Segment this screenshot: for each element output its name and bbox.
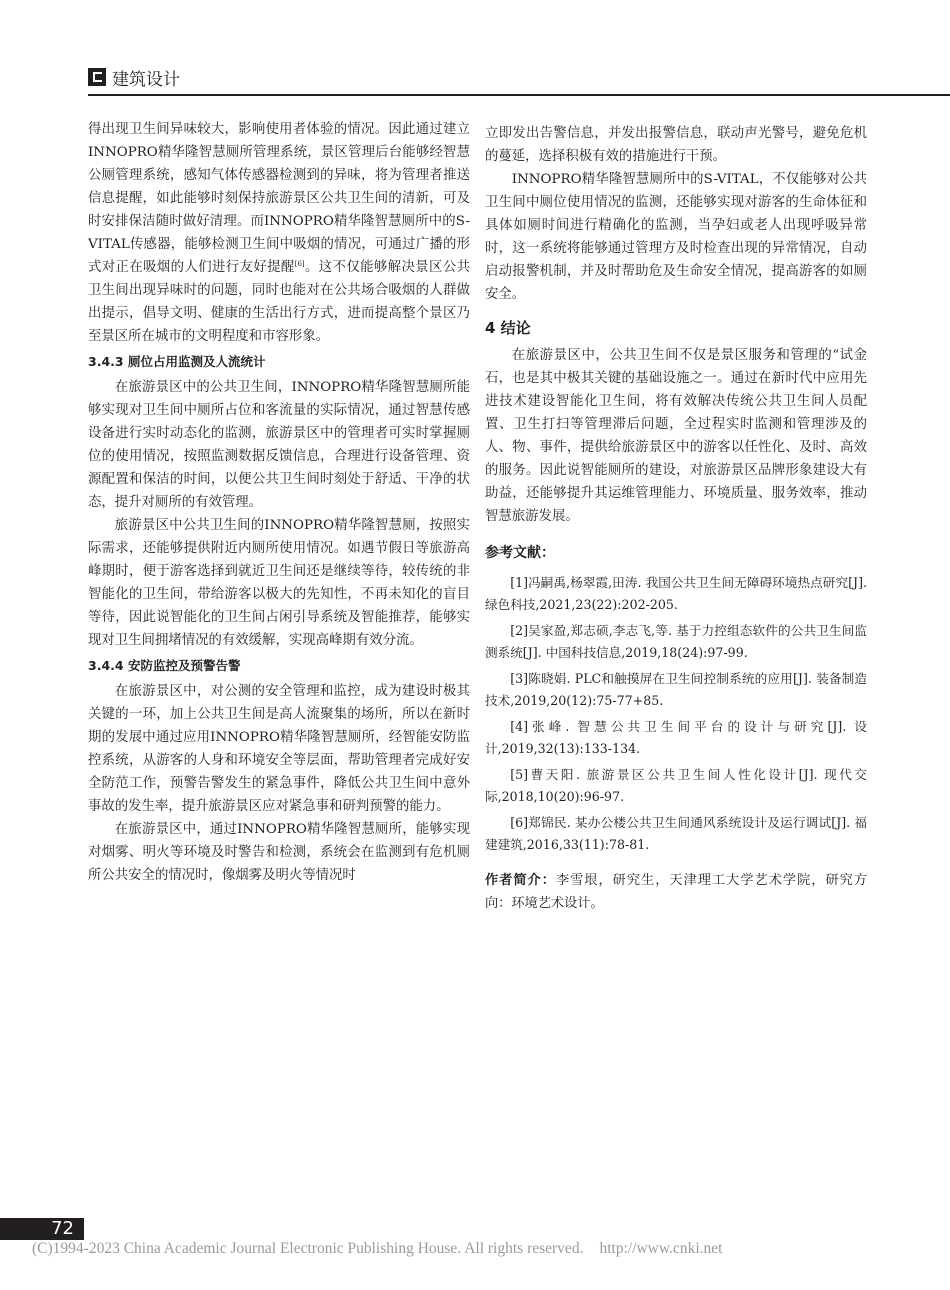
paragraph: 旅游景区中公共卫生间的INNOPRO精华隆智慧厕，按照实际需求，还能够提供附近内厕所使用情况。如遇节假日等旅游高峰期时，便于游客选择到就近卫生间还是继续等待，较传统的非智能化的卫生间，带给游客以极大的先知性，不再未知化的盲目等待，因此说智能化的卫生间占闲引导系统及智能推荐，能够实现对卫生间拥堵情况的有效缓解，实现高峰期有效分流。 bbox=[88, 518, 470, 648]
journal-logo-icon bbox=[88, 68, 106, 86]
paragraph: 在旅游景区中，对公测的安全管理和监控，成为建设时极其关键的一环，加上公共卫生间是高人流聚集的场所，所以在新时期的发展中通过应用INNOPRO精华隆智慧厕所，经智能安防监控系统，从游客的人身和环境安全等层面，帮助管理者完成好安全防范工作，预警告警发生的紧急事件，降低公共卫生间中意外事故的发生率，提升旅游景区应对紧急事和研判预警的能力。 bbox=[88, 684, 470, 814]
paragraph: 在旅游景区中的公共卫生间，INNOPRO精华隆智慧厕所能够实现对卫生间中厕所占位和客流量的实际情况，通过智慧传感设备进行实时动态化的监测，旅游景区中的管理者可实时掌握厕位的使用情况，按照监测数据反馈信息，合理进行设备管理、资源配置和保洁的时间，以便公共卫生间时刻处于舒适、干净的状态，提升对厕所的有效管理。 bbox=[88, 380, 470, 510]
section-heading: 4 结论 bbox=[485, 319, 531, 337]
left-column bbox=[88, 118, 470, 887]
journal-header bbox=[88, 64, 180, 90]
journal-title: 建筑设计 bbox=[112, 69, 180, 90]
reference-item: [6]郑锦民. 某办公楼公共卫生间通风系统设计及运行调试[J]. 福建建筑,2016,33(11):78-81. bbox=[485, 815, 867, 852]
paragraph: 立即发出告警信息，并发出报警信息，联动声光警号，避免危机的蔓延，选择积极有效的措施进行干预。 bbox=[485, 126, 867, 164]
references-title: 参考文献： bbox=[485, 545, 555, 561]
reference-item: [2]吴家盈,郑志硕,李志飞,等. 基于力控组态软件的公共卫生间监测系统[J]. 中国科技信息,2019,18(24):97-99. bbox=[485, 623, 867, 660]
paragraph bbox=[88, 118, 470, 348]
paragraph-text: 。这不仅能够解决景区公共卫生间出现异味时的问题，同时也能对在公共场合吸烟的人群做出提示，倡导文明、健康的生活出行方式，进而提高整个景区乃至景区所在城市的文明程度和市容形象。 bbox=[88, 260, 471, 344]
reference-item: [4]张峰. 智慧公共卫生间平台的设计与研究[J]. 设计,2019,32(13):133-134. bbox=[485, 719, 867, 756]
author-label: 作者简介： bbox=[485, 873, 556, 888]
reference-item: [3]陈晓娟. PLC和触摸屏在卫生间控制系统的应用[J]. 装备制造技术,2019,20(12):75-77+85. bbox=[485, 671, 867, 708]
subsection-heading: 3.4.3 厕位占用监测及人流统计 bbox=[88, 354, 266, 369]
page-number: 72 bbox=[0, 1218, 84, 1240]
author-text: 李雪垠，研究生，天津理工大学艺术学院，研究方向：环境艺术设计。 bbox=[485, 873, 868, 911]
paragraph-text: 得出现卫生间异味较大，影响使用者体验的情况。因此通过建立INNOPRO精华隆智慧厕所管理系统，景区管理后台能够经智慧公厕管理系统，感知气体传感器检测到的异味，将为管理者推送信息提醒，如此能够时刻保持旅游景区公共卫生间的清新，可及时安排保洁随时做好清理。而INNOPRO精华隆智慧厕所中的S-VITAL传感器，能够检测卫生间中吸烟的情况，可通过广播的形式对正在吸烟的人们进行友好提醒 bbox=[88, 122, 470, 275]
header-rule bbox=[88, 94, 950, 96]
author-bio bbox=[485, 869, 867, 915]
paragraph: INNOPRO精华隆智慧厕所中的S-VITAL，不仅能够对公共卫生间中厕位使用情况的监测，还能够实现对游客的生命体征和具体如厕时间进行精确化的监测，当孕妇或老人出现呼吸异常时，这一系统将能够通过管理方及时检查出现的异常情况，自动启动报警机制，并及时帮助危及生命安全情况，提高游客的如厕安全。 bbox=[485, 172, 867, 302]
reference-list bbox=[485, 572, 867, 855]
footer-link[interactable]: http://www.cnki.net bbox=[599, 1240, 723, 1257]
copyright-text: (C)1994-2023 China Academic Journal Electronic Publishing House. All rights reserved. bbox=[32, 1240, 584, 1257]
subsection-heading: 3.4.4 安防监控及预警告警 bbox=[88, 658, 241, 673]
reference-item: [1]冯嗣禹,杨翠霞,田涛. 我国公共卫生间无障碍环境热点研究[J]. 绿色科技,2021,23(22):202-205. bbox=[485, 575, 867, 612]
citation-marker: [6] bbox=[294, 260, 305, 268]
paragraph: 在旅游景区中，通过INNOPRO精华隆智慧厕所，能够实现对烟雾、明火等环境及时警告和检测，系统会在监测到有危机厕所公共安全的情况时，像烟雾及明火等情况时 bbox=[88, 822, 470, 883]
reference-item: [5]曹天阳. 旅游景区公共卫生间人性化设计[J]. 现代交际,2018,10(20):96-97. bbox=[485, 767, 867, 804]
copyright-footer bbox=[32, 1240, 722, 1258]
paragraph: 在旅游景区中，公共卫生间不仅是景区服务和管理的“试金石，也是其中极其关键的基础设施之一。通过在新时代中应用先进技术建设智能化卫生间，将有效解决传统公共卫生间人员配置、卫生打扫等管理滞后问题，全过程实时监测和管理涉及的人、物、事件，提供给旅游景区中的游客以任性化、及时、高效的服务。因此说智能厕所的建设，对旅游景区品牌形象建设大有助益，还能够提升其运维管理能力、环境质量、服务效率，推动智慧旅游发展。 bbox=[485, 348, 867, 524]
right-column bbox=[485, 122, 867, 915]
